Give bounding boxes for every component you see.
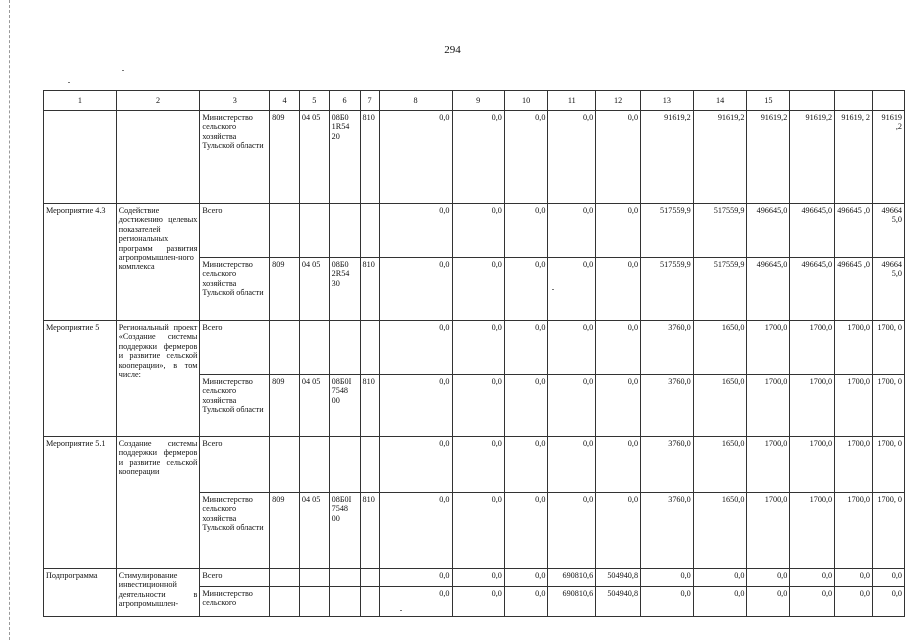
- event-name-cell: [44, 111, 117, 204]
- value-cell: 0,0: [379, 258, 452, 321]
- value-cell: 0,0: [641, 587, 694, 617]
- code-cell: [299, 587, 329, 617]
- code-cell: [360, 587, 379, 617]
- value-cell: 1700,0: [790, 437, 835, 493]
- header-cell: [873, 91, 905, 111]
- code-cell: [360, 204, 379, 258]
- table-row: [44, 437, 905, 493]
- table-row: [44, 569, 905, 587]
- code-cell: 04 05: [299, 258, 329, 321]
- value-cell: 0,0: [747, 587, 790, 617]
- executor-cell: Министерство сельского хозяйства Тульской области: [200, 493, 270, 569]
- value-cell: 0,0: [379, 111, 452, 204]
- value-cell: 91619 ,2: [873, 111, 905, 204]
- value-cell: 496645 ,0: [835, 204, 873, 258]
- code-cell: [329, 569, 360, 587]
- code-cell: 809: [270, 375, 300, 437]
- value-cell: 0,0: [548, 493, 596, 569]
- header-cell: 13: [641, 91, 694, 111]
- scan-speck: [68, 82, 70, 83]
- value-cell: 0,0: [504, 204, 548, 258]
- code-cell: [299, 321, 329, 375]
- budget-table: [43, 90, 905, 617]
- event-name-cell: Мероприятие 5: [44, 321, 117, 437]
- header-cell: 2: [116, 91, 200, 111]
- value-cell: 0,0: [835, 569, 873, 587]
- value-cell: 49664 5,0: [873, 204, 905, 258]
- code-cell: [360, 569, 379, 587]
- value-cell: 0,0: [504, 569, 548, 587]
- value-cell: 0,0: [379, 375, 452, 437]
- value-cell: 0,0: [596, 111, 641, 204]
- value-cell: 91619,2: [790, 111, 835, 204]
- value-cell: 0,0: [693, 587, 747, 617]
- code-cell: 810: [360, 258, 379, 321]
- value-cell: 0,0: [596, 375, 641, 437]
- value-cell: 690810,6: [548, 587, 596, 617]
- header-cell: 9: [452, 91, 504, 111]
- value-cell: 0,0: [379, 204, 452, 258]
- header-cell: [835, 91, 873, 111]
- header-cell: 14: [693, 91, 747, 111]
- event-desc-cell: Создание системы поддержки фермеров и развитие сельской кооперации: [116, 437, 200, 569]
- executor-cell: Министерство сельского хозяйства Тульской области: [200, 375, 270, 437]
- event-desc-cell: Региональный проект «Создание системы поддержки фермеров и развитие сельской кооперации», в том числе:: [116, 321, 200, 437]
- code-cell: 04 05: [299, 375, 329, 437]
- code-cell: [299, 204, 329, 258]
- value-cell: 496645,0: [790, 258, 835, 321]
- value-cell: 0,0: [379, 493, 452, 569]
- value-cell: 496645,0: [747, 204, 790, 258]
- code-cell: 809: [270, 111, 300, 204]
- code-cell: [270, 204, 300, 258]
- header-cell: 8: [379, 91, 452, 111]
- table-row: [44, 204, 905, 258]
- value-cell: 91619,2: [641, 111, 694, 204]
- code-cell: 04 05: [299, 111, 329, 204]
- value-cell: 0,0: [596, 258, 641, 321]
- table-row: [44, 321, 905, 375]
- code-cell: [329, 321, 360, 375]
- value-cell: 0,0: [504, 587, 548, 617]
- value-cell: 0,0: [790, 587, 835, 617]
- code-cell: [329, 587, 360, 617]
- value-cell: 1700,0: [835, 493, 873, 569]
- executor-cell: Министерство сельского хозяйства Тульской области: [200, 111, 270, 204]
- value-cell: 517559,9: [693, 204, 747, 258]
- value-cell: 3760,0: [641, 493, 694, 569]
- value-cell: 1650,0: [693, 493, 747, 569]
- value-cell: 0,0: [548, 111, 596, 204]
- scan-speck: [122, 70, 124, 71]
- header-cell: 10: [504, 91, 548, 111]
- code-cell: [360, 437, 379, 493]
- value-cell: 0,0: [452, 569, 504, 587]
- value-cell: 496645,0: [790, 204, 835, 258]
- code-cell: 809: [270, 493, 300, 569]
- value-cell: 0,0: [790, 569, 835, 587]
- header-cell: 7: [360, 91, 379, 111]
- code-cell: [270, 437, 300, 493]
- value-cell: 0,0: [873, 587, 905, 617]
- code-cell: [329, 204, 360, 258]
- value-cell: 1700,0: [835, 375, 873, 437]
- value-cell: 0,0: [747, 569, 790, 587]
- code-cell: 08Б0I 7548 00: [329, 375, 360, 437]
- value-cell: 504940,8: [596, 569, 641, 587]
- value-cell: 3760,0: [641, 375, 694, 437]
- header-cell: 15: [747, 91, 790, 111]
- margin-dashed-line: [9, 0, 10, 640]
- value-cell: 91619, 2: [835, 111, 873, 204]
- value-cell: 0,0: [693, 569, 747, 587]
- value-cell: 0,0: [596, 321, 641, 375]
- value-cell: 1700, 0: [873, 375, 905, 437]
- event-name-cell: Мероприятие 4.3: [44, 204, 117, 321]
- value-cell: 0,0: [504, 258, 548, 321]
- code-cell: 08Б0 2R54 30: [329, 258, 360, 321]
- code-cell: [299, 437, 329, 493]
- event-name-cell: Подпрограмма: [44, 569, 117, 617]
- code-cell: 810: [360, 375, 379, 437]
- value-cell: 496645,0: [747, 258, 790, 321]
- executor-cell: Всего: [200, 437, 270, 493]
- value-cell: 517559,9: [641, 258, 694, 321]
- code-cell: [270, 587, 300, 617]
- value-cell: 0,0: [379, 569, 452, 587]
- value-cell: 1700,0: [747, 321, 790, 375]
- event-desc-cell: [116, 111, 200, 204]
- code-cell: 809: [270, 258, 300, 321]
- value-cell: 1650,0: [693, 375, 747, 437]
- value-cell: 3760,0: [641, 321, 694, 375]
- value-cell: 0,0: [504, 111, 548, 204]
- value-cell: 0,0: [379, 437, 452, 493]
- value-cell: 0,0: [835, 587, 873, 617]
- value-cell: 0,0: [548, 375, 596, 437]
- value-cell: 0,0: [596, 493, 641, 569]
- value-cell: 1650,0: [693, 437, 747, 493]
- value-cell: 517559,9: [641, 204, 694, 258]
- value-cell: 517559,9: [693, 258, 747, 321]
- value-cell: 1700,0: [835, 437, 873, 493]
- value-cell: 0,0: [452, 587, 504, 617]
- value-cell: 0,0: [548, 321, 596, 375]
- value-cell: 1650,0: [693, 321, 747, 375]
- code-cell: 08Б0I 7548 00: [329, 493, 360, 569]
- value-cell: 49664 5,0: [873, 258, 905, 321]
- value-cell: 1700, 0: [873, 437, 905, 493]
- header-cell: 12: [596, 91, 641, 111]
- executor-cell: Всего: [200, 569, 270, 587]
- value-cell: 0,0: [379, 321, 452, 375]
- header-cell: 4: [270, 91, 300, 111]
- value-cell: 0,0: [452, 493, 504, 569]
- value-cell: 0,0: [452, 111, 504, 204]
- value-cell: 0,0: [548, 204, 596, 258]
- value-cell: 0,0: [548, 258, 596, 321]
- page-number: 294: [444, 44, 461, 56]
- value-cell: 1700,0: [747, 375, 790, 437]
- value-cell: 91619,2: [693, 111, 747, 204]
- header-row: [44, 91, 905, 111]
- value-cell: 0,0: [379, 587, 452, 617]
- value-cell: 91619,2: [747, 111, 790, 204]
- value-cell: 1700,0: [747, 493, 790, 569]
- header-cell: 5: [299, 91, 329, 111]
- header-cell: 11: [548, 91, 596, 111]
- value-cell: 0,0: [873, 569, 905, 587]
- code-cell: [299, 569, 329, 587]
- value-cell: 0,0: [452, 321, 504, 375]
- value-cell: 0,0: [504, 321, 548, 375]
- value-cell: 690810,6: [548, 569, 596, 587]
- value-cell: 3760,0: [641, 437, 694, 493]
- value-cell: 1700, 0: [873, 321, 905, 375]
- value-cell: 0,0: [548, 437, 596, 493]
- header-cell: [790, 91, 835, 111]
- value-cell: 0,0: [452, 437, 504, 493]
- value-cell: 0,0: [452, 375, 504, 437]
- code-cell: [360, 321, 379, 375]
- code-cell: [329, 437, 360, 493]
- value-cell: 504940,8: [596, 587, 641, 617]
- header-cell: 6: [329, 91, 360, 111]
- value-cell: 496645 ,0: [835, 258, 873, 321]
- table-row: [44, 111, 905, 204]
- event-name-cell: Мероприятие 5.1: [44, 437, 117, 569]
- value-cell: 0,0: [504, 493, 548, 569]
- value-cell: 0,0: [452, 258, 504, 321]
- value-cell: 1700,0: [747, 437, 790, 493]
- code-cell: 810: [360, 111, 379, 204]
- value-cell: 0,0: [596, 437, 641, 493]
- value-cell: 1700,0: [790, 493, 835, 569]
- value-cell: 0,0: [596, 204, 641, 258]
- code-cell: 08Б0 1R54 20: [329, 111, 360, 204]
- event-desc-cell: Содействие достижению целевых показателей региональных программ развития агропромышлен-ного комплекса: [116, 204, 200, 321]
- value-cell: 0,0: [504, 437, 548, 493]
- value-cell: 1700, 0: [873, 493, 905, 569]
- value-cell: 1700,0: [790, 375, 835, 437]
- header-cell: 1: [44, 91, 117, 111]
- header-cell: 3: [200, 91, 270, 111]
- code-cell: [270, 321, 300, 375]
- value-cell: 0,0: [452, 204, 504, 258]
- executor-cell: Всего: [200, 204, 270, 258]
- code-cell: 810: [360, 493, 379, 569]
- value-cell: 1700,0: [790, 321, 835, 375]
- executor-cell: Министерство сельского хозяйства Тульской области: [200, 258, 270, 321]
- code-cell: [270, 569, 300, 587]
- executor-cell: Всего: [200, 321, 270, 375]
- executor-cell: Министерство сельского: [200, 587, 270, 617]
- value-cell: 0,0: [641, 569, 694, 587]
- code-cell: 04 05: [299, 493, 329, 569]
- value-cell: 1700,0: [835, 321, 873, 375]
- event-desc-cell: Стимулирование инвестиционной деятельности в агропромышлен-: [116, 569, 200, 617]
- value-cell: 0,0: [504, 375, 548, 437]
